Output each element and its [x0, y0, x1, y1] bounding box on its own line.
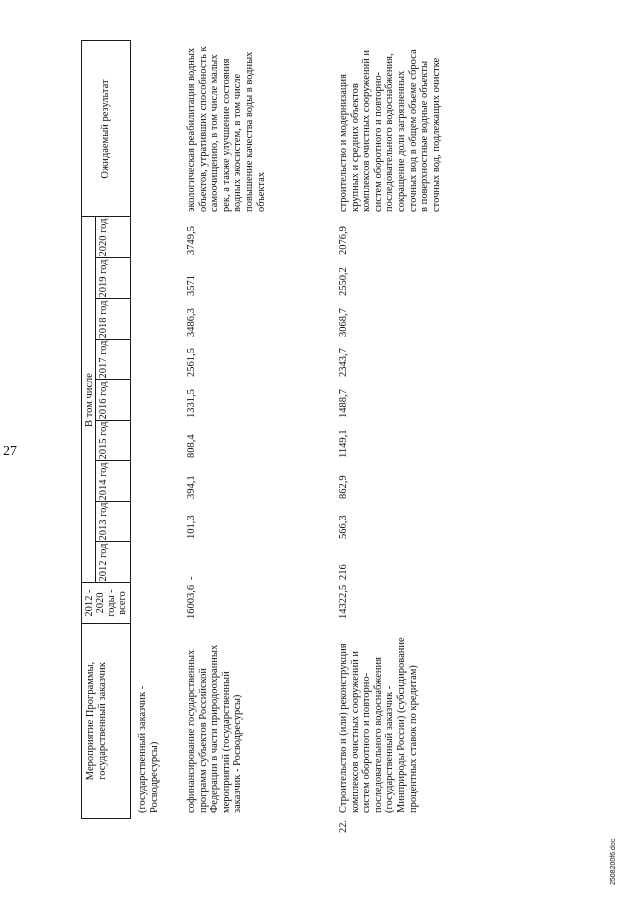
header-bottom-line — [130, 41, 131, 819]
row1-value-2018 — [186, 300, 197, 337]
col-line-left — [81, 818, 131, 819]
row1-value-2019 — [186, 259, 197, 296]
header-year-2015 — [98, 420, 110, 461]
row1-total-text: 16003,6 — [186, 584, 197, 619]
row1-value-2016 — [186, 381, 197, 418]
value-text: 1149,1 — [338, 429, 349, 458]
header-year-2016 — [98, 380, 110, 421]
header-year-text: 2018 год — [98, 300, 109, 339]
header-in-that-number — [84, 217, 96, 583]
header-total-text: 2012 - 2020 годы - всего — [84, 589, 128, 617]
value-text: 394,1 — [186, 475, 197, 499]
row2-value-2020 — [338, 218, 349, 255]
header-year-2013 — [98, 501, 110, 542]
carry-text-content: (государственный заказчик - Росводресурсы) — [137, 685, 160, 813]
row2-value-2014 — [338, 462, 349, 499]
value-text: 3571 — [186, 275, 197, 296]
row2-number-text: 22. — [338, 819, 349, 833]
row2-result-text: строительство и модернизация крупных и средних объектов комплексов очистных сооружений и систем оборотного и повторно-последовательного водоснабжения, сокращение доли загрязненных сточных вод в общем объеме сброса в поверхностные водные объекты сточных вод, подлежащих очистке — [338, 49, 442, 212]
value-text: 1331,5 — [186, 389, 197, 418]
table-top-line — [81, 41, 82, 819]
carry-text — [137, 643, 160, 813]
row2-measure-text: Строительство и (или) реконструкция комплексов очистных сооружений и систем оборотного и повторно-последовательного водоснабжения (государственный заказчик - Минприроды России) (субсидирование процентных ставок по кредитам) — [338, 637, 419, 813]
row1-value-2012 — [186, 543, 197, 580]
header-year-2019 — [98, 258, 110, 299]
header-year-text: 2017 год — [98, 340, 109, 379]
row2-result — [338, 44, 442, 212]
header-measure-text: Мероприятие Программы, государственный заказчик — [85, 661, 108, 781]
value-text: 1488,7 — [338, 389, 349, 418]
header-year-text: 2014 год — [98, 462, 109, 501]
row1-measure — [186, 635, 244, 813]
row2-value-2013 — [338, 502, 349, 539]
header-year-text: 2020 год — [98, 218, 109, 257]
value-text: 566,3 — [338, 515, 349, 539]
row1-value-2020 — [186, 218, 197, 255]
row1-value-2013 — [186, 502, 197, 539]
header-result-text: Ожидаемый результат — [100, 79, 111, 179]
page-number-text: 27 — [3, 444, 17, 459]
header-year-2018 — [98, 299, 110, 340]
header-year-2020 — [98, 217, 110, 258]
row2-number — [338, 820, 349, 833]
row2-value-2017 — [338, 340, 349, 377]
value-text: 2076,9 — [338, 226, 349, 255]
col-line-measure — [81, 623, 131, 624]
header-year-text: 2019 год — [98, 259, 109, 298]
footer-code — [610, 839, 617, 885]
row2-value-2019 — [338, 259, 349, 296]
header-year-text: 2012 год — [98, 543, 109, 582]
value-text: 101,3 — [186, 515, 197, 539]
row1-total — [186, 585, 197, 619]
header-in-that-number-text: В том числе — [84, 373, 95, 427]
value-text: 3749,5 — [186, 226, 197, 255]
row2-total — [338, 585, 349, 619]
header-year-2017 — [98, 339, 110, 380]
header-year-2014 — [98, 461, 110, 502]
row2-measure — [338, 635, 419, 813]
header-year-text: 2016 год — [98, 381, 109, 420]
header-year-text: 2013 год — [98, 502, 109, 541]
value-text: 2550,2 — [338, 267, 349, 296]
row2-value-2015 — [338, 421, 349, 458]
value-text: 3068,7 — [338, 308, 349, 337]
value-text: 862,9 — [338, 475, 349, 499]
row1-result — [186, 44, 267, 212]
header-total — [84, 584, 128, 622]
footer-code-text: 2508200f6.doc — [610, 838, 617, 885]
row1-value-2015 — [186, 421, 197, 458]
value-text: 2343,7 — [338, 348, 349, 377]
header-year-2012 — [98, 542, 110, 583]
value-text: 808,4 — [186, 434, 197, 458]
header-measure — [85, 629, 108, 813]
value-text: 216 — [338, 564, 349, 580]
row2-value-2016 — [338, 381, 349, 418]
row1-result-text: экологическая реабилитация водных объектов, утративших способность к самоочищению, в том числе малых рек, а также улучшение состояния водных экосистем, в том числе повышение качества воды в водных объектах — [186, 46, 267, 212]
row2-value-2018 — [338, 300, 349, 337]
row2-total-text: 14322,5 — [338, 584, 349, 619]
header-result — [100, 41, 112, 217]
header-year-text: 2015 год — [98, 421, 109, 460]
value-text: - — [186, 576, 197, 580]
row1-value-2014 — [186, 462, 197, 499]
page-number — [0, 437, 18, 467]
row1-measure-text: софинансирование государственных программ субъектов Российской Федерации в части природоохранных мероприятий (государственный заказчик - Росводресурсы) — [186, 644, 244, 813]
value-text: 3486,3 — [186, 308, 197, 337]
value-text: 2561,5 — [186, 348, 197, 377]
row2-value-2012 — [338, 543, 349, 580]
row1-value-2017 — [186, 340, 197, 377]
